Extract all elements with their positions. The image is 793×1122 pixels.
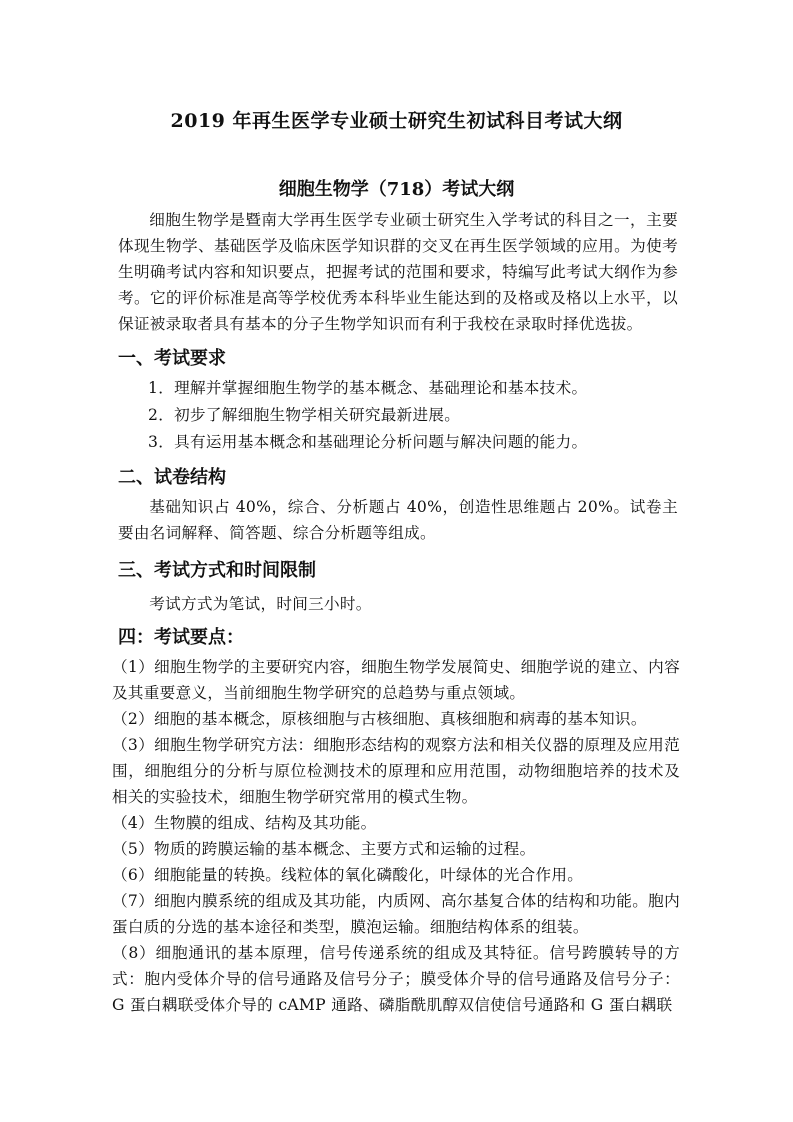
- section-heading-requirements: 一、考试要求: [118, 348, 226, 369]
- key-point-item: （3）细胞生物学研究方法：细胞形态结构的观察方法和相关仪器的原理及应用范围，细胞组分的分析与原位检测技术的原理和应用范围，动物细胞培养的技术及相关的实验技术，细胞生物学研究常用的模式生物。: [112, 736, 680, 806]
- section-heading-structure: 二、试卷结构: [118, 467, 226, 488]
- structure-text: 基础知识占 40%，综合、分析题占 40%，创造性思维题占 20%。试卷主要由名词解释、简答题、综合分析题等组成。: [118, 498, 678, 542]
- key-point-item: （8）细胞通讯的基本原理，信号传递系统的组成及其特征。信号跨膜转导的方式：胞内受体介导的信号通路及信号分子；膜受体介导的信号通路及信号分子：G 蛋白耦联受体介导的 cAMP 通路、磷脂酰肌醇双信使信号通路和 G 蛋白耦联: [112, 944, 680, 1014]
- structure-paragraph: [118, 494, 678, 546]
- document-subtitle: 细胞生物学（718）考试大纲: [278, 179, 515, 200]
- key-point-item: （1）细胞生物学的主要研究内容，细胞生物学发展简史、细胞学说的建立、内容及其重要意义，当前细胞生物学研究的总趋势与重点领域。: [112, 658, 680, 702]
- intro-paragraph: [118, 207, 678, 337]
- key-point-item: （6）细胞能量的转换。线粒体的氧化磷酸化，叶绿体的光合作用。: [112, 866, 584, 884]
- exam-method-text: 考试方式为笔试，时间三小时。: [149, 595, 372, 613]
- section-heading-key-points: 四：考试要点：: [118, 627, 244, 648]
- exam-method-paragraph: [118, 591, 678, 617]
- key-points-list: [112, 654, 680, 1018]
- key-point-item: （7）细胞内膜系统的组成及其功能，内质网、高尔基复合体的结构和功能。胞内蛋白质的分选的基本途径和类型，膜泡运输。细胞结构体系的组装。: [112, 892, 680, 936]
- document-title: 2019 年再生医学专业硕士研究生初试科目考试大纲: [170, 110, 623, 132]
- key-point-item: （5）物质的跨膜运输的基本概念、主要方式和运输的过程。: [112, 840, 536, 858]
- requirement-item: 1．理解并掌握细胞生物学的基本概念、基础理论和基本技术。: [148, 379, 588, 397]
- intro-text: 细胞生物学是暨南大学再生医学专业硕士研究生入学考试的科目之一，主要体现生物学、基础医学及临床医学知识群的交叉在再生医学领域的应用。为使考生明确考试内容和知识要点，把握考试的范围和要求，特编写此考试大纲作为参考。它的评价标准是高等学校优秀本科毕业生能达到的及格或及格以上水平，以保证被录取者具有基本的分子生物学知识而有利于我校在录取时择优选拔。: [118, 211, 678, 333]
- key-point-item: （2）细胞的基本概念，原核细胞与古核细胞、真核细胞和病毒的基本知识。: [112, 710, 647, 728]
- section-heading-exam-method: 三、考试方式和时间限制: [118, 560, 316, 581]
- key-point-item: （4）生物膜的组成、结构及其功能。: [112, 814, 377, 832]
- requirement-item: 3．具有运用基本概念和基础理论分析问题与解决问题的能力。: [148, 433, 588, 451]
- requirement-item: 2．初步了解细胞生物学相关研究最新进展。: [148, 406, 461, 424]
